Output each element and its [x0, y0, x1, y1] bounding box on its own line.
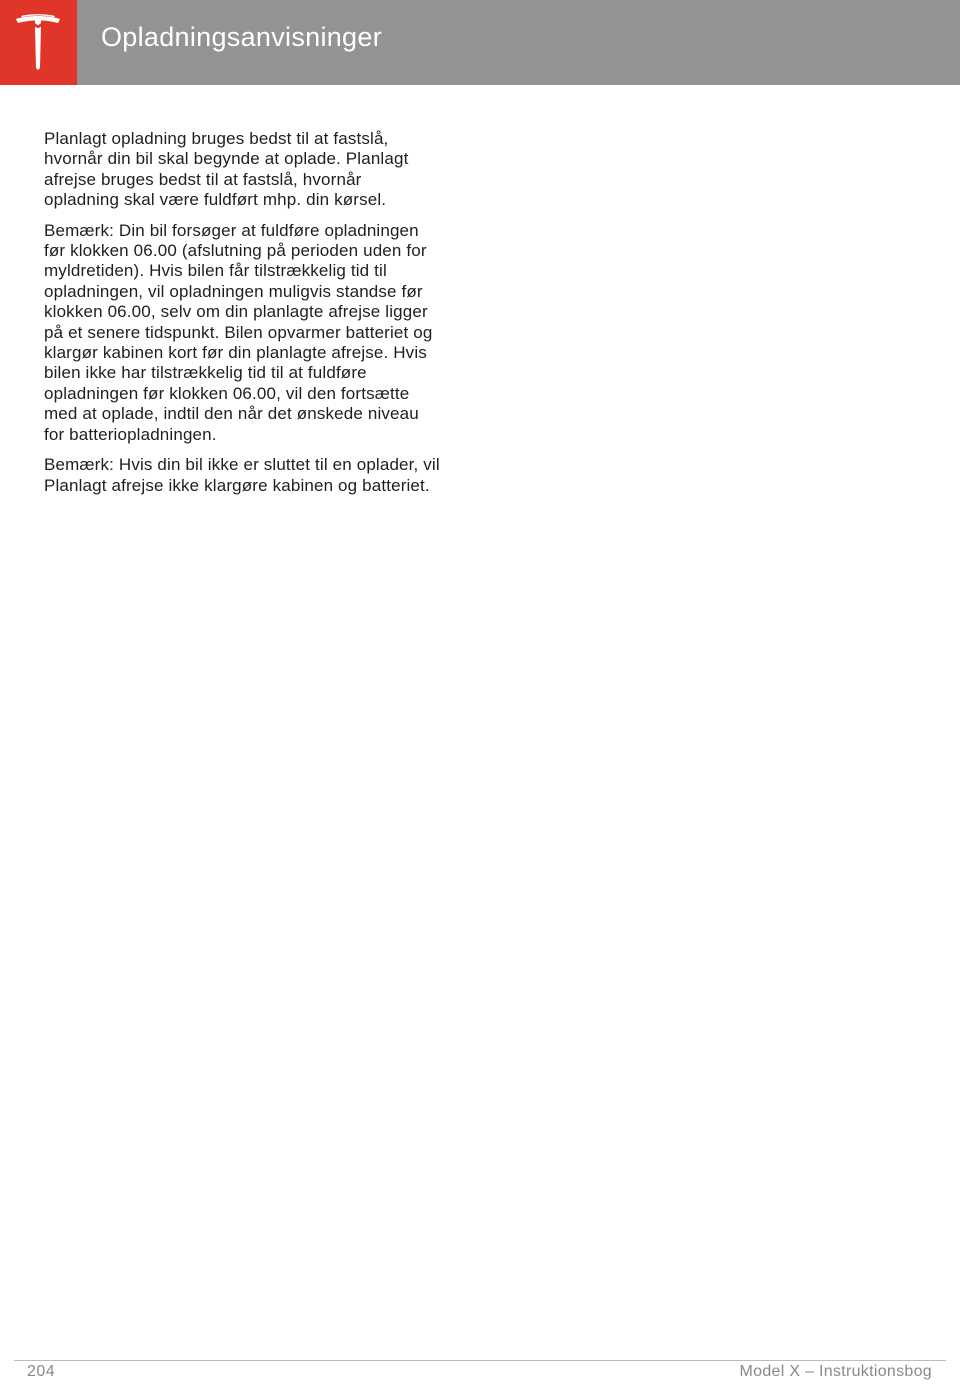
note-paragraph — [44, 221, 440, 445]
intro-paragraph: Planlagt opladning bruges bedst til at fastslå, hvornår din bil skal begynde at oplade. Planlagt afrejse bruges bedst til at fastslå, hvornår opladning skal være fuldført mhp. din kørsel. — [44, 129, 409, 210]
footer-divider — [14, 1360, 946, 1361]
note-label: Bemærk: — [44, 455, 115, 475]
tesla-logo-icon — [13, 14, 63, 70]
note-paragraph — [44, 455, 440, 496]
body-text — [44, 129, 440, 506]
note-text: Hvis din bil ikke er sluttet til en oplader, vil Planlagt afrejse ikke klargøre kabinen og batteriet. — [44, 455, 440, 495]
page-number: 204 — [27, 1363, 56, 1380]
manual-title: Model X – Instruktionsbog — [739, 1363, 932, 1380]
page-title: Opladningsanvisninger — [101, 22, 382, 52]
note-label: Bemærk: — [44, 220, 115, 240]
page-header — [0, 0, 960, 85]
brand-logo-box — [0, 0, 77, 85]
note-text: Din bil forsøger at fuldføre opladningen før klokken 06.00 (afslutning på perioden uden for myldretiden). Hvis bilen får tilstrækkelig tid til opladningen, vil opladningen muligvis standse før klokken 06.00, selv om din planlagte afrejse ligger på et senere tidspunkt. Bilen opvarmer batteriet og klargør kabinen kort før din planlagte afrejse. Hvis bilen ikke har tilstrækkelig tid til at fuldføre opladningen før klokken 06.00, vil den fortsætte med at oplade, indtil den når det ønskede niveau for batteriopladningen. — [44, 220, 433, 444]
